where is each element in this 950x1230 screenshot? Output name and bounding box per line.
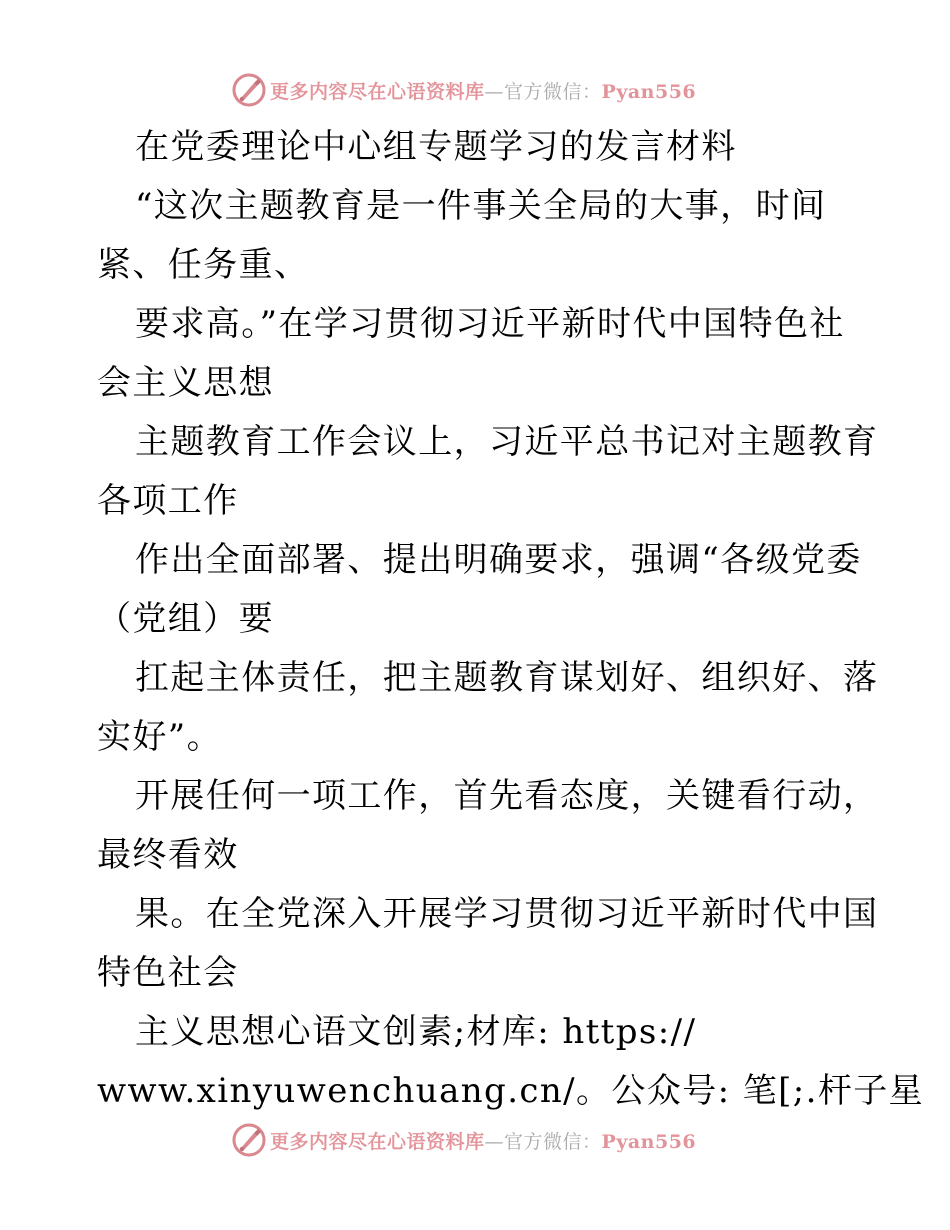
text-line: 特色社会 <box>97 953 239 993</box>
text-line: （党组）要 <box>97 599 274 639</box>
watermark-text <box>270 77 696 104</box>
watermark-account: Pyan556 <box>601 80 697 103</box>
watermark-text <box>270 1127 696 1154</box>
header-watermark <box>232 72 712 108</box>
pen-seal-icon <box>232 73 266 107</box>
watermark-official: 官方微信： <box>504 1130 602 1153</box>
text-line: 紧、任务重、 <box>97 245 310 285</box>
watermark-official: 官方微信： <box>504 80 602 103</box>
text-line: 开展任何一项工作，首先看态度，关键看行动， <box>135 776 879 816</box>
text-line: 作出全面部署、提出明确要求，强调“各级党委 <box>135 540 862 580</box>
text-line: 会主义思想 <box>97 363 274 403</box>
text-line: 要求高。”在学习贯彻习近平新时代中国特色社 <box>135 304 845 344</box>
watermark-dash: — <box>484 1130 505 1153</box>
watermark-brand: 更多内容尽在心语资料库 <box>270 1130 485 1153</box>
text-line: 主题教育工作会议上，习近平总书记对主题教育 <box>135 422 879 462</box>
watermark-dash: — <box>484 80 505 103</box>
text-line: 最终看效 <box>97 835 239 875</box>
pen-seal-icon <box>232 1123 266 1157</box>
text-line: www.xinyuwenchuang.cn/。公众号: 笔[;.杆子星 <box>97 1071 925 1111</box>
text-line: 主义思想心语文创素;材库: https:// <box>135 1012 697 1052</box>
document-body <box>97 118 925 1121</box>
text-line: 各项工作 <box>97 481 239 521</box>
text-line: 扛起主体责任，把主题教育谋划好、组织好、落 <box>135 658 879 698</box>
footer-watermark <box>232 1122 712 1158</box>
text-line: “这次主题教育是一件事关全局的大事，时间 <box>135 186 827 226</box>
text-line: 在党委理论中心组专题学习的发言材料 <box>135 127 737 167</box>
watermark-brand: 更多内容尽在心语资料库 <box>270 80 485 103</box>
text-line: 实好”。 <box>97 717 222 757</box>
text-line: 果。在全党深入开展学习贯彻习近平新时代中国 <box>135 894 879 934</box>
watermark-account: Pyan556 <box>601 1130 697 1153</box>
